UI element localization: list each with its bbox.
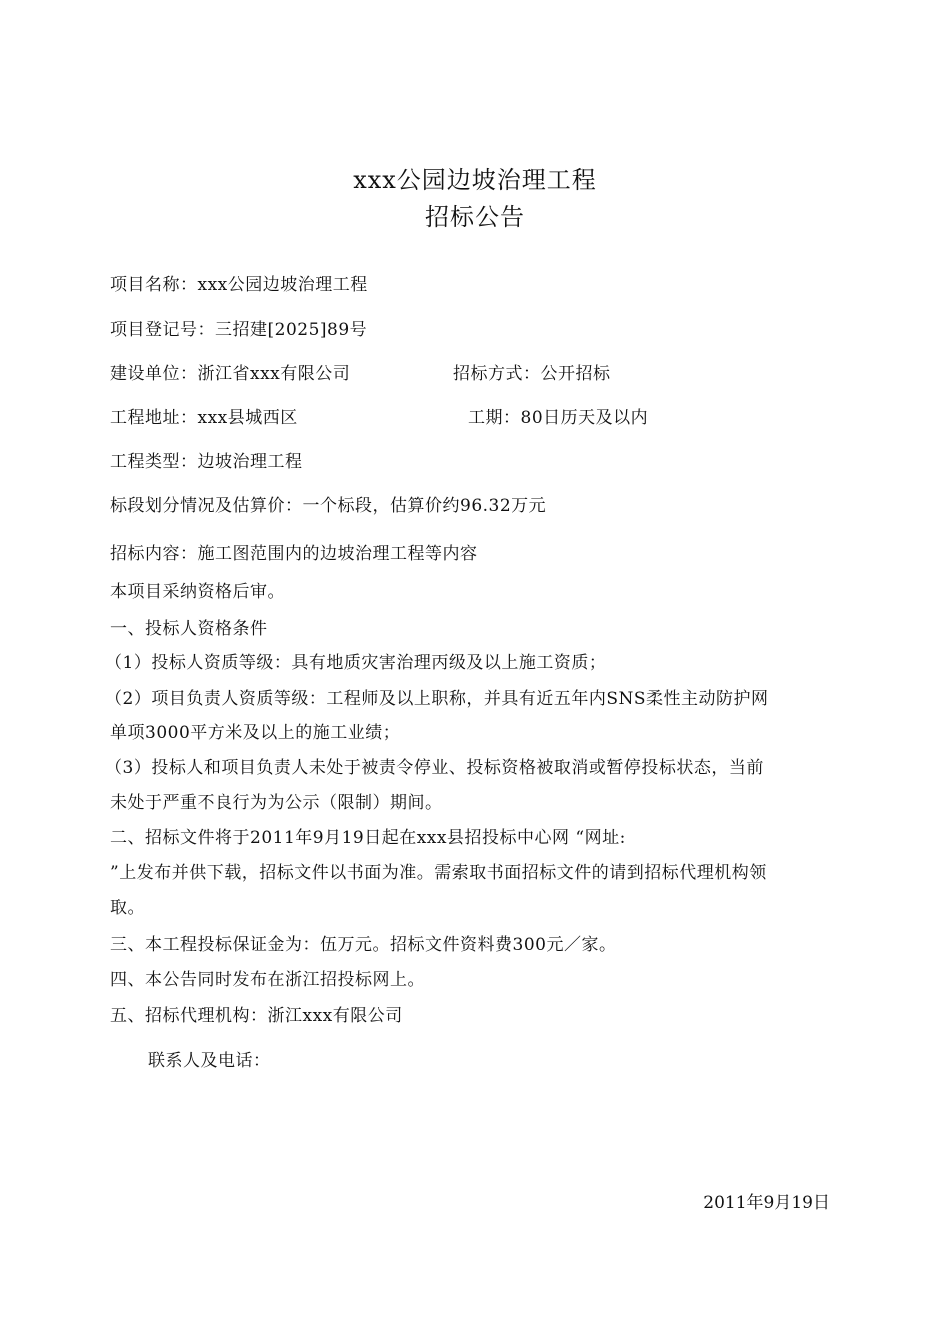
- section-1-1: （1）投标人资质等级：具有地质灾害治理丙级及以上施工资质；: [105, 653, 607, 673]
- document-title: xxx公园边坡治理工程: [353, 166, 597, 194]
- section-1-2a: （2）项目负责人资质等级：工程师及以上职称，并具有近五年内SNS柔性主动防护网: [105, 689, 769, 709]
- owner: 建设单位：浙江省xxx有限公司: [110, 364, 351, 384]
- period: 工期：80日历天及以内: [468, 408, 649, 428]
- section-5: 五、招标代理机构：浙江xxx有限公司: [110, 1006, 403, 1026]
- section-1: 一、投标人资格条件: [110, 619, 268, 639]
- section-1-3b: 未处于严重不良行为为公示（限制）期间。: [110, 793, 443, 813]
- section-3: 三、本工程投标保证金为：伍万元。招标文件资料费300元／家。: [110, 935, 617, 955]
- section-2b: ”上发布并供下载，招标文件以书面为准。需索取书面招标文件的请到招标代理机构领: [110, 863, 767, 883]
- section-4: 四、本公告同时发布在浙江招投标网上。: [110, 970, 425, 990]
- review: 本项目采纳资格后审。: [110, 582, 285, 602]
- document-date: 2011年9月19日: [703, 1193, 830, 1213]
- section-1-3a: （3）投标人和项目负责人未处于被责令停业、投标资格被取消或暂停投标状态，当前: [105, 758, 764, 778]
- section-2c: 取。: [110, 898, 145, 918]
- section-1-2b: 单项3000平方米及以上的施工业绩；: [110, 723, 401, 743]
- sections: 标段划分情况及估算价：一个标段，估算价约96.32万元: [110, 496, 547, 516]
- address: 工程地址：xxx县城西区: [110, 408, 298, 428]
- bid-method: 招标方式：公开招标: [453, 364, 611, 384]
- content: 招标内容：施工图范围内的边坡治理工程等内容: [110, 544, 478, 564]
- project-reg: 项目登记号：三招建[2025]89号: [110, 320, 368, 340]
- project-name: 项目名称：xxx公园边坡治理工程: [110, 275, 368, 295]
- section-2a: 二、招标文件将于2011年9月19日起在xxx县招投标中心网 “网址:: [110, 828, 626, 848]
- project-type: 工程类型：边坡治理工程: [110, 452, 303, 472]
- document-subtitle: 招标公告: [425, 203, 525, 231]
- contact: 联系人及电话：: [148, 1051, 271, 1071]
